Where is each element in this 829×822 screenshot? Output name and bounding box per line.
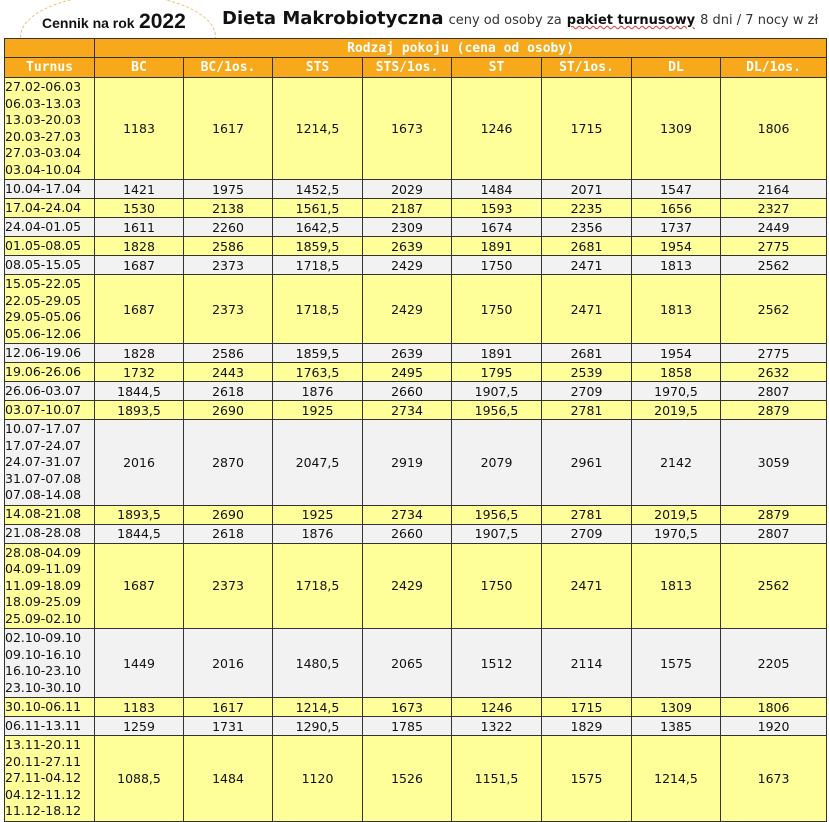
price-cell: 1512 [452,629,542,698]
turnus-date-range: 07.08-14.08 [5,487,82,502]
price-cell: 1452,5 [273,180,363,199]
price-cell: 1526 [363,736,452,822]
turnus-date-range: 13.03-20.03 [5,112,82,127]
corner-cell [5,39,95,58]
price-cell: 1246 [452,698,542,717]
turnus-date-range: 10.04-17.04 [5,180,82,196]
turnus-dates-cell [5,256,95,275]
table-row [5,363,827,382]
price-cell: 1421 [95,180,184,199]
turnus-dates-cell [5,736,95,822]
price-cell: 1687 [95,275,184,344]
turnus-dates-cell [5,420,95,506]
price-cell: 1907,5 [452,382,542,401]
turnus-date-range: 13.11-20.11 [5,737,82,752]
turnus-date-range: 11.12-18.12 [5,803,82,818]
price-cell: 1970,5 [632,382,721,401]
header-pakiet: pakiet turnusowy [566,13,696,28]
price-cell: 2029 [363,180,452,199]
price-cell: 1813 [632,256,721,275]
price-cell: 2660 [363,382,452,401]
price-cell: 1954 [632,237,721,256]
price-cell: 2586 [184,237,273,256]
price-cell: 2879 [721,401,827,420]
price-cell: 1120 [273,736,363,822]
column-header: STS [273,58,363,78]
price-cell: 2639 [363,237,452,256]
column-header: STS/1os. [363,58,452,78]
price-cell: 1575 [632,629,721,698]
turnus-date-range: 24.07-31.07 [5,454,82,469]
price-cell: 1385 [632,717,721,736]
turnus-date-range: 03.04-10.04 [5,161,82,177]
price-cell: 3059 [721,420,827,506]
price-cell: 1593 [452,199,542,218]
price-table-body [5,78,827,822]
price-cell: 1893,5 [95,505,184,524]
price-cell: 2047,5 [273,420,363,506]
price-cell: 2562 [721,275,827,344]
column-header: BC/1os. [184,58,273,78]
price-cell: 2429 [363,543,452,629]
price-cell: 2142 [632,420,721,506]
price-cell: 2734 [363,505,452,524]
table-row [5,736,827,822]
price-cell: 1876 [273,524,363,543]
table-row [5,237,827,256]
turnus-date-range: 30.10-06.11 [5,698,82,714]
turnus-date-range: 29.05-05.06 [5,309,82,324]
table-row [5,524,827,543]
turnus-dates-cell [5,199,95,218]
price-cell: 2079 [452,420,542,506]
price-cell: 1530 [95,199,184,218]
column-header: Turnus [5,58,95,78]
turnus-dates-cell [5,363,95,382]
price-cell: 2775 [721,344,827,363]
turnus-dates-cell [5,344,95,363]
turnus-date-range: 08.05-15.05 [5,256,82,272]
turnus-dates-cell [5,717,95,736]
turnus-date-range: 09.10-16.10 [5,646,82,662]
turnus-date-range: 20.11-27.11 [5,753,82,769]
price-cell: 2235 [542,199,632,218]
price-cell: 2879 [721,505,827,524]
price-cell: 1309 [632,698,721,717]
price-cell: 1956,5 [452,505,542,524]
turnus-dates-cell [5,275,95,344]
table-row [5,275,827,344]
price-cell: 1763,5 [273,363,363,382]
turnus-date-range: 19.06-26.06 [5,363,82,379]
price-cell: 1956,5 [452,401,542,420]
price-cell: 1859,5 [273,237,363,256]
price-cell: 2429 [363,275,452,344]
price-cell: 2618 [184,524,273,543]
price-cell: 1732 [95,363,184,382]
price-cell: 2471 [542,543,632,629]
column-header: ST/1os. [542,58,632,78]
price-cell: 1674 [452,218,542,237]
price-cell: 1449 [95,629,184,698]
price-cell: 1891 [452,237,542,256]
column-header: DL [632,58,721,78]
turnus-date-range: 16.10-23.10 [5,663,82,678]
column-header: ST [452,58,542,78]
price-cell: 2016 [95,420,184,506]
price-table [4,38,827,822]
column-header: DL/1os. [721,58,827,78]
price-cell: 2660 [363,524,452,543]
price-cell: 1750 [452,275,542,344]
turnus-date-range: 27.11-04.12 [5,770,82,785]
turnus-date-range: 06.03-13.03 [5,95,82,111]
price-cell: 1806 [721,698,827,717]
price-cell: 1480,5 [273,629,363,698]
price-cell: 2562 [721,543,827,629]
price-cell: 2114 [542,629,632,698]
price-cell: 2471 [542,256,632,275]
price-cell: 2071 [542,180,632,199]
price-cell: 1828 [95,344,184,363]
turnus-date-range: 21.08-28.08 [5,525,82,541]
page-title: Dieta Makrobiotyczna [222,8,444,29]
price-cell: 2690 [184,505,273,524]
price-cell: 1575 [542,736,632,822]
price-cell: 1737 [632,218,721,237]
price-cell: 1806 [721,78,827,180]
price-cell: 1828 [95,237,184,256]
table-row [5,256,827,275]
page-header [222,8,818,29]
price-cell: 2019,5 [632,505,721,524]
column-header-row [5,58,827,78]
turnus-date-range: 14.08-21.08 [5,506,82,522]
price-cell: 2164 [721,180,827,199]
turnus-date-range: 11.09-18.09 [5,577,82,593]
price-cell: 1813 [632,275,721,344]
price-cell: 1687 [95,256,184,275]
turnus-date-range: 10.07-17.07 [5,421,82,436]
price-cell: 1718,5 [273,275,363,344]
turnus-dates-cell [5,543,95,629]
turnus-date-range: 05.06-12.06 [5,325,82,341]
price-cell: 2562 [721,256,827,275]
price-cell: 2138 [184,199,273,218]
price-cell: 2709 [542,524,632,543]
turnus-date-range: 26.06-03.07 [5,382,82,398]
price-cell: 2019,5 [632,401,721,420]
table-row [5,420,827,506]
price-cell: 2065 [363,629,452,698]
table-row [5,382,827,401]
table-row [5,180,827,199]
price-cell: 1088,5 [95,736,184,822]
room-type-group-header: Rodzaj pokoju (cena od osoby) [95,39,827,58]
price-cell: 1925 [273,401,363,420]
price-cell: 1844,5 [95,524,184,543]
turnus-date-range: 01.05-08.05 [5,237,82,253]
table-row [5,218,827,237]
price-cell: 2781 [542,505,632,524]
price-cell: 1859,5 [273,344,363,363]
table-row [5,543,827,629]
price-cell: 2373 [184,543,273,629]
turnus-dates-cell [5,237,95,256]
price-cell: 1673 [721,736,827,822]
price-cell: 2870 [184,420,273,506]
table-row [5,344,827,363]
price-cell: 1642,5 [273,218,363,237]
price-cell: 2781 [542,401,632,420]
table-row [5,401,827,420]
column-header: BC [95,58,184,78]
badge-label: Cennik na rok [42,15,135,31]
price-cell: 2356 [542,218,632,237]
turnus-dates-cell [5,218,95,237]
price-cell: 2632 [721,363,827,382]
price-cell: 1617 [184,78,273,180]
price-cell: 1715 [542,78,632,180]
price-cell: 1214,5 [273,78,363,180]
turnus-date-range: 17.07-24.07 [5,437,82,453]
price-cell: 1484 [452,180,542,199]
price-cell: 1785 [363,717,452,736]
price-cell: 1920 [721,717,827,736]
price-cell: 2919 [363,420,452,506]
header-pre: ceny od osoby za [448,13,562,28]
table-row [5,199,827,218]
price-cell: 2807 [721,382,827,401]
turnus-date-range: 12.06-19.06 [5,344,82,360]
price-cell: 1673 [363,698,452,717]
turnus-date-range: 25.09-02.10 [5,610,82,626]
price-cell: 2327 [721,199,827,218]
price-cell: 2961 [542,420,632,506]
turnus-date-range: 27.03-03.04 [5,145,82,160]
turnus-date-range: 23.10-30.10 [5,679,82,695]
price-cell: 1309 [632,78,721,180]
turnus-dates-cell [5,78,95,180]
price-cell: 1246 [452,78,542,180]
price-cell: 1656 [632,199,721,218]
price-cell: 1907,5 [452,524,542,543]
price-cell: 1844,5 [95,382,184,401]
turnus-date-range: 20.03-27.03 [5,128,82,144]
price-cell: 1183 [95,78,184,180]
turnus-date-range: 04.12-11.12 [5,786,82,802]
price-cell: 2539 [542,363,632,382]
turnus-date-range: 17.04-24.04 [5,199,82,215]
turnus-dates-cell [5,382,95,401]
price-cell: 2471 [542,275,632,344]
price-cell: 2016 [184,629,273,698]
price-cell: 1214,5 [273,698,363,717]
price-cell: 1829 [542,717,632,736]
price-cell: 1715 [542,698,632,717]
table-row [5,717,827,736]
turnus-date-range: 04.09-11.09 [5,561,82,576]
price-cell: 1322 [452,717,542,736]
turnus-date-range: 06.11-13.11 [5,717,82,733]
turnus-dates-cell [5,401,95,420]
price-cell: 1750 [452,256,542,275]
price-cell: 1151,5 [452,736,542,822]
header-post: 8 dni / 7 nocy w zł [700,13,819,28]
price-cell: 1731 [184,717,273,736]
turnus-date-range: 24.04-01.05 [5,218,82,234]
turnus-dates-cell [5,180,95,199]
turnus-dates-cell [5,698,95,717]
price-cell: 2681 [542,344,632,363]
badge-year: 2022 [139,10,186,33]
turnus-dates-cell [5,505,95,524]
price-cell: 2586 [184,344,273,363]
table-row [5,505,827,524]
price-cell: 1547 [632,180,721,199]
price-cell: 1975 [184,180,273,199]
price-cell: 1750 [452,543,542,629]
price-cell: 1484 [184,736,273,822]
price-cell: 2690 [184,401,273,420]
turnus-date-range: 28.08-04.09 [5,544,82,560]
price-cell: 1858 [632,363,721,382]
price-cell: 2734 [363,401,452,420]
price-cell: 2639 [363,344,452,363]
price-cell: 2373 [184,275,273,344]
table-row [5,629,827,698]
year-badge [42,10,186,34]
price-cell: 1673 [363,78,452,180]
price-cell: 1813 [632,543,721,629]
price-cell: 1954 [632,344,721,363]
price-cell: 1290,5 [273,717,363,736]
price-cell: 2709 [542,382,632,401]
turnus-date-range: 22.05-29.05 [5,292,82,308]
turnus-date-range: 02.10-09.10 [5,630,82,645]
price-cell: 2260 [184,218,273,237]
price-cell: 1214,5 [632,736,721,822]
price-cell: 2807 [721,524,827,543]
price-cell: 1795 [452,363,542,382]
price-cell: 1893,5 [95,401,184,420]
price-cell: 2618 [184,382,273,401]
price-cell: 2187 [363,199,452,218]
price-cell: 2495 [363,363,452,382]
price-cell: 1611 [95,218,184,237]
price-cell: 1925 [273,505,363,524]
price-cell: 1183 [95,698,184,717]
price-cell: 2681 [542,237,632,256]
price-cell: 1970,5 [632,524,721,543]
price-cell: 1876 [273,382,363,401]
price-cell: 1259 [95,717,184,736]
table-row [5,78,827,180]
price-cell: 1718,5 [273,543,363,629]
price-cell: 1891 [452,344,542,363]
price-cell: 2443 [184,363,273,382]
price-cell: 2205 [721,629,827,698]
price-cell: 1561,5 [273,199,363,218]
price-cell: 1617 [184,698,273,717]
turnus-dates-cell [5,524,95,543]
price-cell: 2309 [363,218,452,237]
turnus-date-range: 27.02-06.03 [5,79,82,94]
price-cell: 2449 [721,218,827,237]
turnus-date-range: 18.09-25.09 [5,594,82,609]
price-cell: 2775 [721,237,827,256]
turnus-date-range: 15.05-22.05 [5,276,82,291]
turnus-date-range: 31.07-07.08 [5,470,82,486]
turnus-dates-cell [5,629,95,698]
price-cell: 1718,5 [273,256,363,275]
turnus-date-range: 03.07-10.07 [5,401,82,417]
price-cell: 2429 [363,256,452,275]
table-row [5,698,827,717]
price-cell: 1687 [95,543,184,629]
price-cell: 2373 [184,256,273,275]
